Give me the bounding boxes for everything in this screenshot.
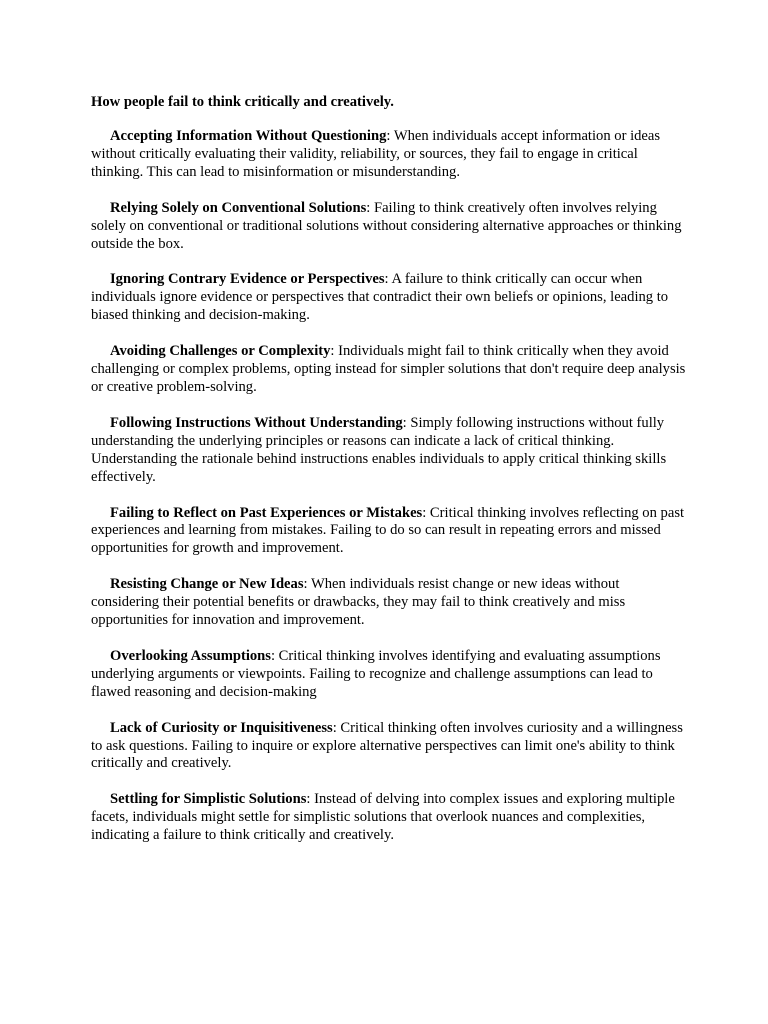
paragraph-text: : Simply following instructions without fully understanding the underlying principles or reasons can indicate a lack of critical thinking. Understanding the rationale behind instructions enables individuals to apply critical thinking skills effectively.	[91, 414, 667, 485]
paragraph-text: : Critical thinking involves reflecting on past experiences and learning from mistakes. Failing to do so can result in repeating errors and missed opportunities for growth and improvement.	[91, 504, 685, 557]
paragraph-accepting-information	[91, 128, 691, 182]
paragraph-text: : When individuals resist change or new ideas without considering their potential benefits or drawbacks, they may fail to think creatively and miss opportunities for innovation and improvement.	[91, 576, 626, 629]
paragraph-text: : Critical thinking often involves curiosity and a willingness to ask questions. Failing to inquire or explore alternative perspectives can limit one's ability to think critically and creatively.	[91, 719, 683, 772]
document-page	[91, 93, 691, 863]
paragraph-term: Settling for Simplistic Solutions	[110, 791, 307, 808]
paragraph-resisting-change	[91, 576, 691, 630]
paragraph-following-instructions	[91, 415, 691, 487]
paragraph-contrary-evidence	[91, 271, 691, 325]
paragraph-avoiding-challenges	[91, 343, 691, 397]
paragraph-text: : When individuals accept information or ideas without critically evaluating their validity, reliability, or sources, they fail to engage in critical thinking. This can lead to misinformation or misunderstanding.	[91, 128, 661, 180]
paragraph-term: Overlooking Assumptions	[110, 647, 271, 664]
paragraph-text: : A failure to think critically can occur when individuals ignore evidence or perspectives that contradict their own beliefs or opinions, leading to biased thinking and decision-making.	[91, 271, 669, 324]
paragraph-term: Failing to Reflect on Past Experiences or Mistakes	[110, 504, 423, 521]
paragraph-text: : Failing to think creatively often involves relying solely on conventional or traditional solutions without considering alternative approaches or thinking outside the box.	[91, 199, 682, 252]
paragraph-text: : Instead of delving into complex issues and exploring multiple facets, individuals might settle for simplistic solutions that overlook nuances and complexities, indicating a failure to think critically and creatively.	[91, 791, 675, 844]
paragraph-term: Relying Solely on Conventional Solutions	[110, 199, 367, 216]
paragraph-overlooking-assumptions	[91, 648, 691, 702]
document-title: How people fail to think critically and creatively.	[91, 94, 394, 110]
paragraph-failing-to-reflect	[91, 505, 691, 559]
paragraph-term: Avoiding Challenges or Complexity	[110, 343, 331, 360]
paragraph-conventional-solutions	[91, 200, 691, 254]
paragraph-term: Following Instructions Without Understanding	[110, 414, 403, 431]
paragraph-simplistic-solutions	[91, 791, 691, 845]
paragraph-term: Accepting Information Without Questioning	[110, 128, 387, 144]
paragraph-text: : Critical thinking involves identifying and evaluating assumptions underlying arguments or viewpoints. Failing to recognize and challenge assumptions can lead to flawed reasoning and decision-making	[91, 647, 661, 700]
paragraph-text: : Individuals might fail to think critically when they avoid challenging or complex problems, opting instead for simpler solutions that don't require deep analysis or creative problem-solving.	[91, 343, 686, 395]
paragraph-lack-of-curiosity	[91, 720, 691, 774]
paragraph-term: Ignoring Contrary Evidence or Perspectives	[110, 271, 385, 288]
paragraph-term: Lack of Curiosity or Inquisitiveness	[110, 719, 333, 736]
paragraph-term: Resisting Change or New Ideas	[110, 576, 304, 593]
